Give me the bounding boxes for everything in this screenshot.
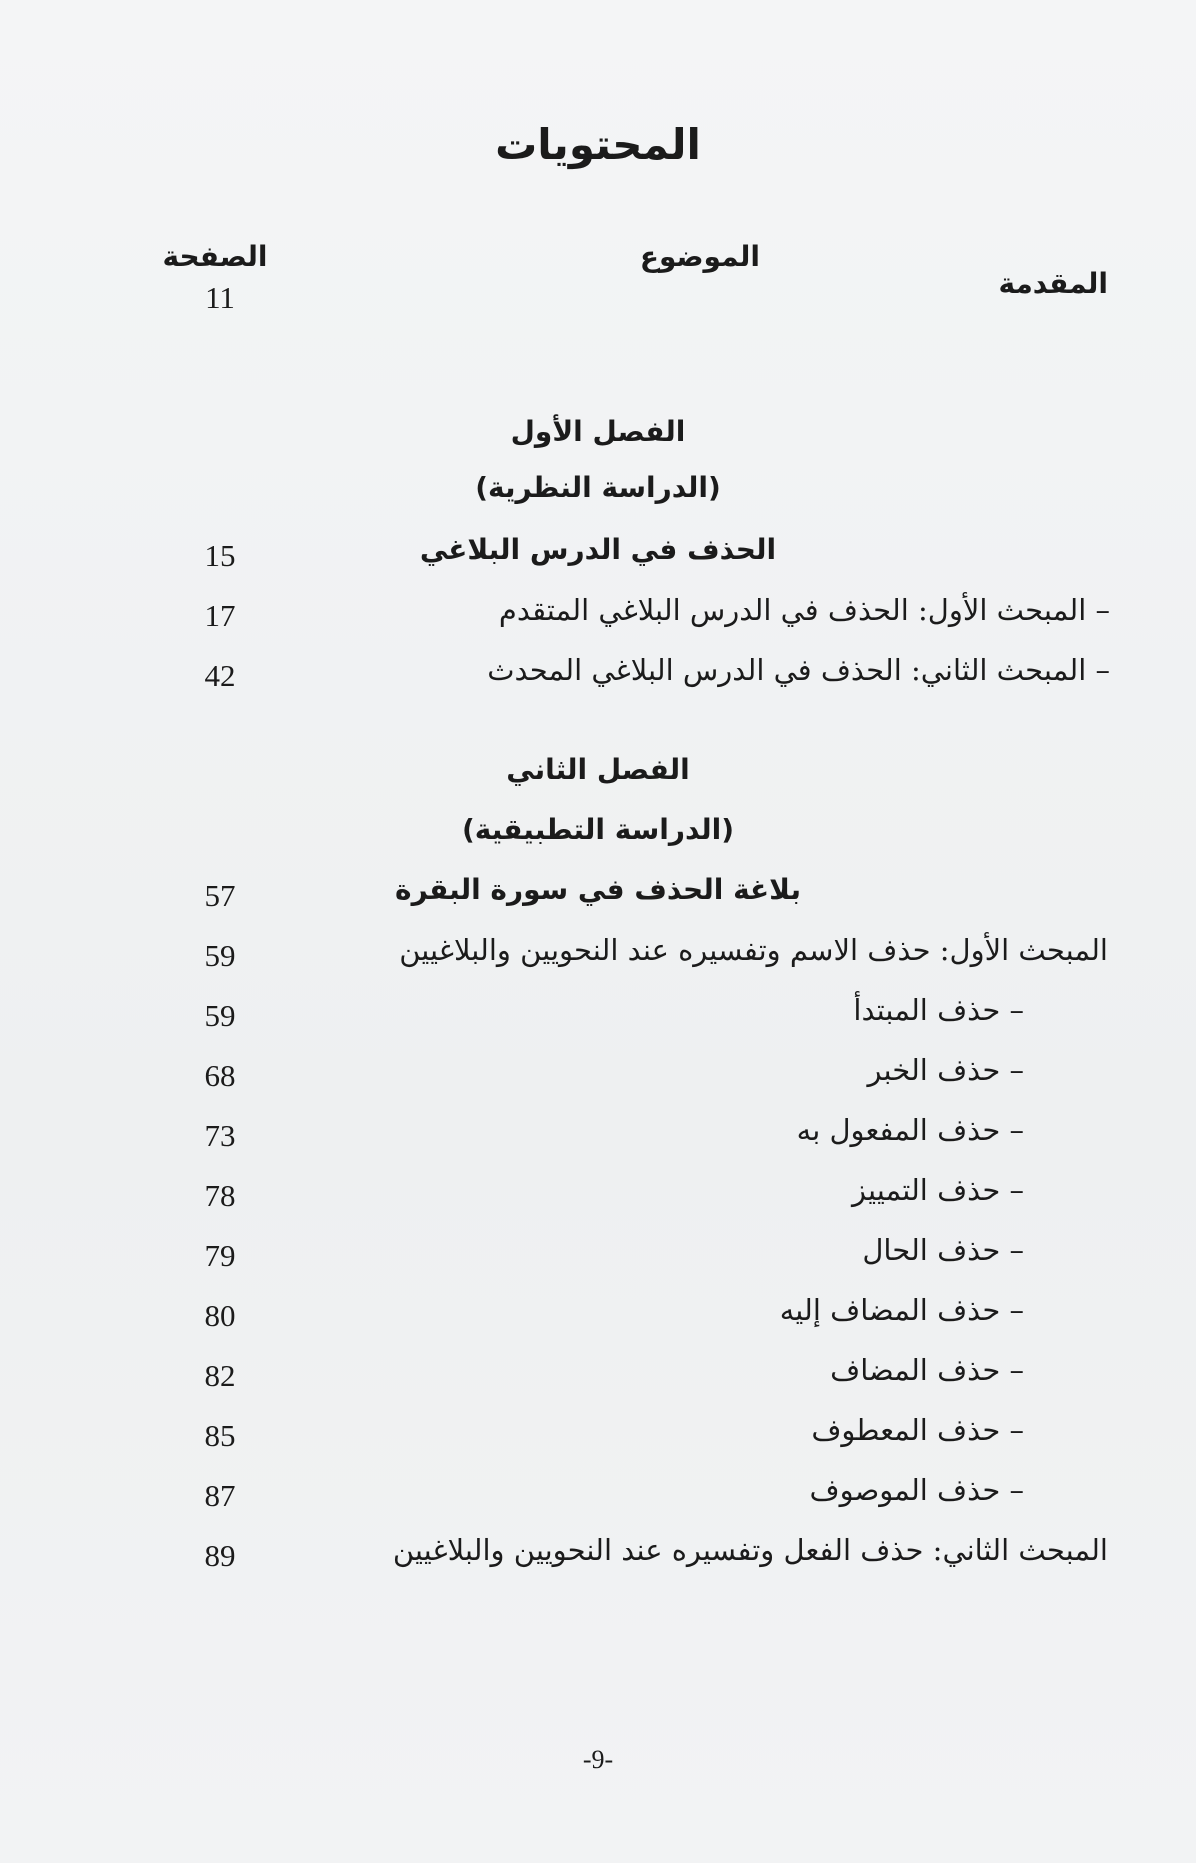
toc-page-number: 87 <box>204 1478 236 1513</box>
toc-page-number: 15 <box>204 538 236 573</box>
chapter-1-subtitle: (الدراسة النظرية) <box>475 471 721 504</box>
chapter-1-heading: الفصل الأول <box>510 415 686 448</box>
toc-entry: – المبحث الثاني: الحذف في الدرس البلاغي المحدث <box>487 653 1110 687</box>
toc-page-number: 79 <box>204 1238 236 1273</box>
toc-subentry: – حذف التمييز <box>851 1173 1024 1207</box>
toc-subentry: – حذف الخبر <box>867 1053 1024 1087</box>
toc-page-number: 89 <box>204 1538 236 1573</box>
toc-entry: – المبحث الأول: الحذف في الدرس البلاغي المتقدم <box>498 593 1110 627</box>
toc-subentry: – حذف الحال <box>862 1233 1024 1267</box>
toc-entry-section-heading: بلاغة الحذف في سورة البقرة <box>395 873 801 906</box>
chapter-2-subtitle: (الدراسة التطبيقية) <box>461 813 735 846</box>
toc-page-number: 78 <box>204 1178 236 1213</box>
chapter-2-heading: الفصل الثاني <box>506 753 690 786</box>
toc-subentry: – حذف المضاف إليه <box>779 1293 1024 1327</box>
toc-page-number: 11 <box>205 280 235 315</box>
toc-subentry: – حذف المبتدأ <box>853 993 1024 1027</box>
toc-page-number: 68 <box>204 1058 236 1093</box>
toc-page-number: 80 <box>204 1298 236 1333</box>
toc-entry: المبحث الثاني: حذف الفعل وتفسيره عند النحويين والبلاغيين <box>392 1533 1108 1567</box>
toc-page-number: 73 <box>204 1118 236 1153</box>
toc-page-number: 57 <box>204 878 236 913</box>
toc-subentry: – حذف المضاف <box>830 1353 1024 1387</box>
toc-entry-section-heading: الحذف في الدرس البلاغي <box>419 533 777 566</box>
toc-page-number: 17 <box>204 598 236 633</box>
page-title: المحتويات <box>495 120 701 169</box>
toc-page-number: 59 <box>204 938 236 973</box>
toc-subentry: – حذف المعطوف <box>811 1413 1024 1447</box>
toc-subentry: – حذف الموصوف <box>809 1473 1024 1507</box>
toc-page-number: 42 <box>204 658 236 693</box>
topic-column-header: الموضوع <box>639 240 760 273</box>
toc-page-number: 82 <box>204 1358 236 1393</box>
toc-page-number: 85 <box>204 1418 236 1453</box>
toc-page-number: 59 <box>204 998 236 1033</box>
toc-entry: المبحث الأول: حذف الاسم وتفسيره عند النحويين والبلاغيين <box>399 933 1108 967</box>
toc-subentry: – حذف المفعول به <box>796 1113 1024 1147</box>
page-number-footer: -9- <box>582 1745 614 1774</box>
toc-entry-introduction: المقدمة <box>998 267 1108 300</box>
page-column-header: الصفحة <box>162 240 268 273</box>
